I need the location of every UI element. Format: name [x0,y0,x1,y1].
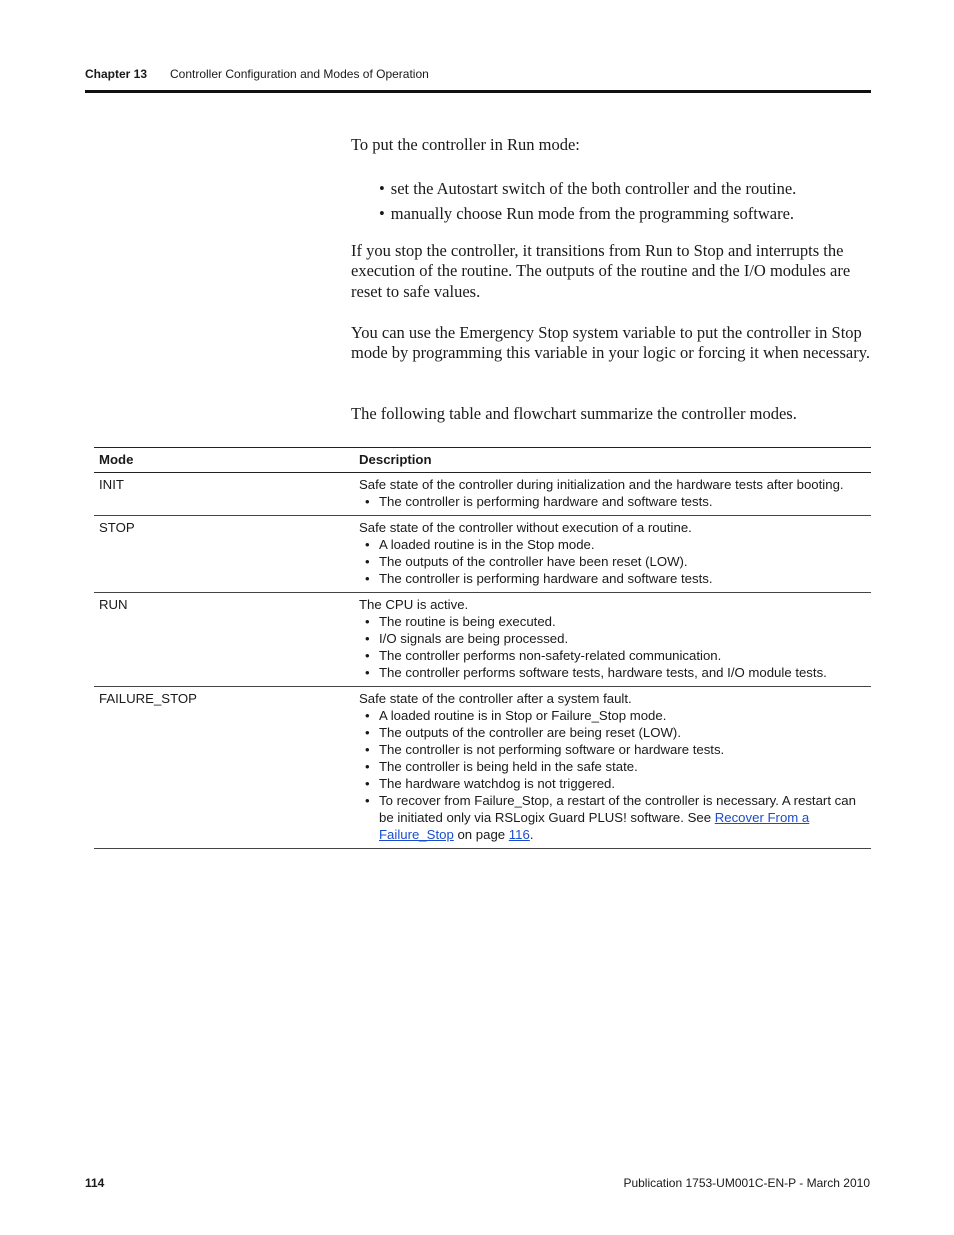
list-item: • I/O signals are being processed. [379,630,866,647]
recovery-text-end: . [529,827,534,842]
description-cell [354,516,871,593]
mode-cell: FAILURE_STOP [94,687,354,849]
table-header-row [94,448,871,473]
run-mode-bullets [379,176,879,226]
page-header [85,66,871,93]
page-number: 114 [85,1176,105,1190]
description-summary: Safe state of the controller during initialization and the hardware tests after booting. [359,477,844,492]
recovery-text: To recover from Failure_Stop, a restart of the controller is necessary. A restart can be initiated only via RSLogix Guard PLUS! software. See [379,793,856,825]
list-item: • A loaded routine is in Stop or Failure_Stop mode. [379,707,866,724]
table-row [94,473,871,516]
list-item [379,792,866,843]
recovery-text-middle: on page [453,827,509,842]
description-cell [354,473,871,516]
intro-paragraph: To put the controller in Run mode: [351,135,580,154]
list-item: • The hardware watchdog is not triggered. [379,775,866,792]
summary-paragraph: The following table and flowchart summarize the controller modes. [351,404,797,423]
column-header-mode: Mode [94,448,354,473]
description-cell [354,687,871,849]
list-item: • A loaded routine is in the Stop mode. [379,536,866,553]
table-row [94,687,871,849]
list-item: • The controller is being held in the safe state. [379,758,866,775]
list-item: • The controller is not performing software or hardware tests. [379,741,866,758]
table-row [94,593,871,687]
page-116-link[interactable]: 116 [508,827,530,842]
recover-from-failure-stop-link[interactable]: Recover From a Failure_Stop [379,810,810,842]
list-item: • The controller is performing hardware and software tests. [379,570,866,587]
stop-paragraph: If you stop the controller, it transitions from Run to Stop and interrupts the execution of the routine. The outputs of the routine and the I/O modules are reset to safe values. [351,241,851,301]
list-item: • The outputs of the controller are being reset (LOW). [379,724,866,741]
emergency-stop-paragraph: You can use the Emergency Stop system variable to put the controller in Stop mode by programming this variable in your logic or forcing it when necessary. [351,323,871,363]
list-item: • set the Autostart switch of the both controller and the routine. [379,176,879,201]
description-cell [354,593,871,687]
list-item: • manually choose Run mode from the programming software. [379,201,879,226]
list-item: • The controller is performing hardware and software tests. [379,493,866,510]
list-item: • The routine is being executed. [379,613,866,630]
mode-cell: STOP [94,516,354,593]
mode-cell: RUN [94,593,354,687]
chapter-title: Controller Configuration and Modes of Operation [170,67,429,81]
list-item: • The outputs of the controller have been reset (LOW). [379,553,866,570]
description-summary: The CPU is active. [359,597,469,612]
column-header-description: Description [354,448,871,473]
publication-info: Publication 1753-UM001C-EN-P - March 2010 [623,1176,870,1190]
mode-cell: INIT [94,473,354,516]
list-item: • The controller performs non-safety-related communication. [379,647,866,664]
description-summary: Safe state of the controller after a system fault. [359,691,632,706]
table-row [94,516,871,593]
chapter-number: Chapter 13 [85,67,148,81]
controller-modes-table [94,447,871,849]
description-summary: Safe state of the controller without execution of a routine. [359,520,692,535]
list-item: • The controller performs software tests, hardware tests, and I/O module tests. [379,664,866,681]
